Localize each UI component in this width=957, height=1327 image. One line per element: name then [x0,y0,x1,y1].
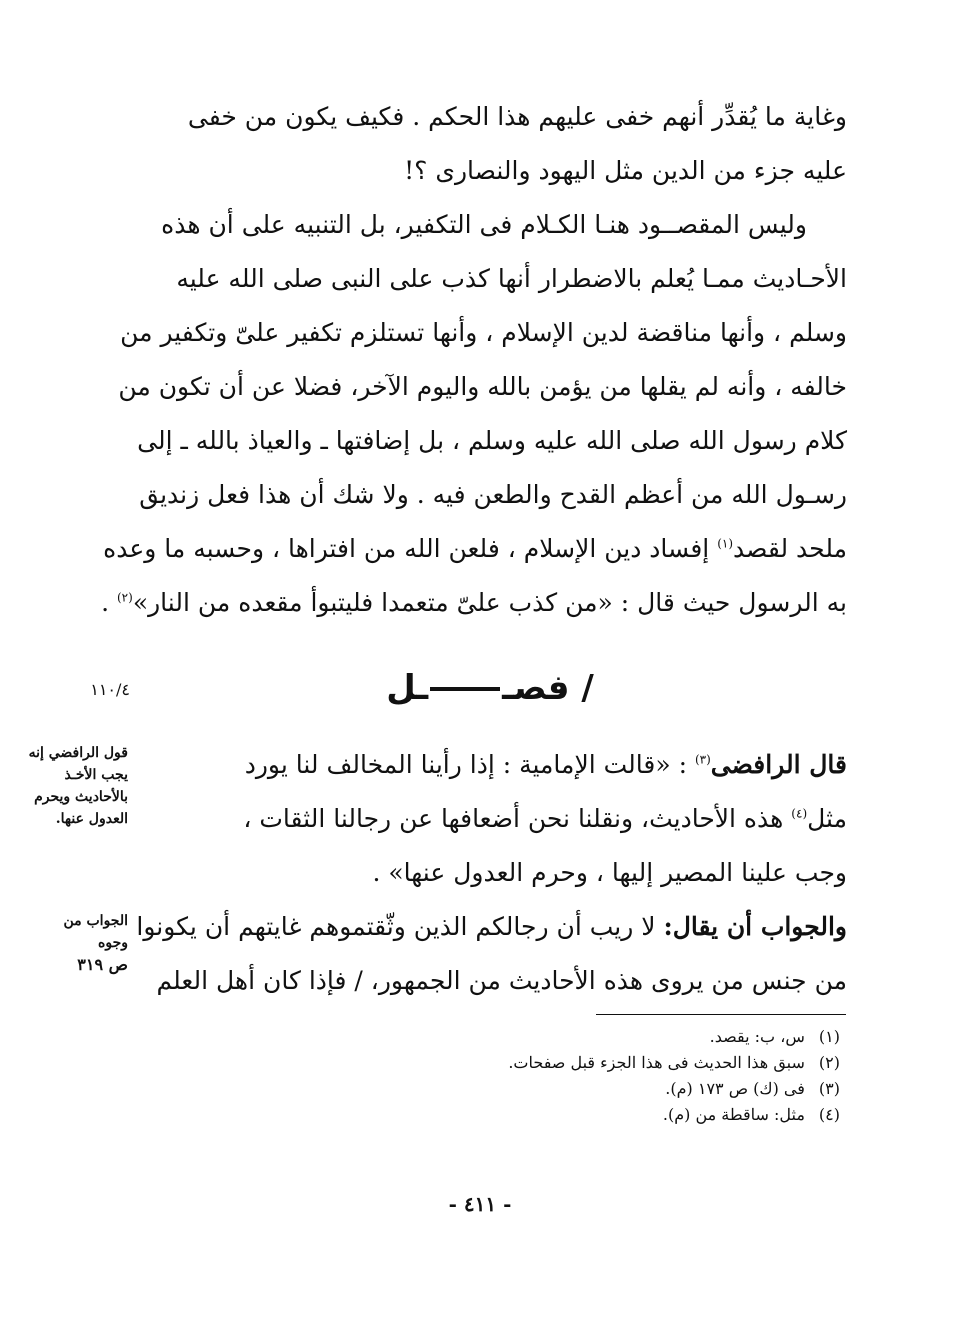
footnote [380,1102,840,1128]
body-line: خالفه ، وأنه لم يقلها من يؤمن بالله واليوم الآخر، فضلا عن أن تكون من [118,372,847,401]
footnote-number: (٤) [818,1105,840,1124]
body-text-bottom [135,738,847,1008]
body-line [135,900,847,954]
footnote-text: مثل: ساقطة من (م). [662,1105,805,1124]
body-line [135,738,847,792]
footnote-number: (٣) [818,1079,840,1098]
footnote [380,1076,840,1102]
heading-title-start: فصـ [502,668,570,708]
margin-note-claim [18,742,128,830]
footnote-ref[interactable]: (١) [717,536,734,551]
footnote [380,1050,840,1076]
footnote [380,1024,840,1050]
footnote-number: (١) [818,1027,840,1046]
margin-note-answer [18,910,128,976]
footnote-ref[interactable]: (٣) [694,752,711,767]
footnote-text: فى (ك) ص ١٧٣ (م). [665,1079,805,1098]
body-line-fragment: لا ريب أن رجالكم الذين وثّقتموهم غايتهم أن يكونوا [136,912,656,941]
body-line: عليه جزء من الدين مثل اليهود والنصارى ؟! [404,156,847,185]
margin-note-line: ص ٣١٩ [77,955,128,974]
body-line: وليس المقصــود هنـا الكـلام فى التكفير، بل التنبيه على أن هذه [161,210,807,239]
footnotes [380,1024,840,1128]
body-line-fragment: ملحد لقصد [733,534,847,563]
body-line: وغاية ما يُقدِّر أنهم خفى عليهم هذا الحكم . فكيف يكون من خفى [187,102,847,131]
body-line: من جنس من يروى هذه الأحاديث من الجمهور، / فإذا كان أهل العلم [156,966,847,995]
footnote-text: س، ب: يقصد. [709,1027,805,1046]
heading-kashida [430,687,500,691]
page-number: - ٤١١ - [448,1192,512,1216]
body-line-fragment: مثل [807,804,847,833]
body-line [103,522,847,576]
section-heading [380,668,600,728]
body-line [101,576,847,630]
margin-note-line: الجواب من [63,913,128,929]
footnote-text: سبق هذا الحديث فى هذا الجزء قبل صفحات. [508,1053,805,1072]
body-line: رسـول الله من أعظم القدح والطعن فيه . ولا شك أن هذا فعل زنديق [139,480,847,509]
body-text-top [101,90,847,630]
margin-note-line: بالأحاديث ويحرم [34,789,128,805]
margin-note-line: العدول عنها. [55,811,128,827]
margin-note-line: وجوه [98,935,128,951]
body-line: وجب علينا المصير إليها ، وحرم العدول عنها» . [372,858,847,887]
answer-label: والجواب أن يقال: [663,912,847,941]
body-line-fragment: : «قالت الإمامية : إذا رأينا المخالف لنا يورد [244,750,687,779]
body-line [135,792,847,846]
footnote-separator [596,1014,846,1015]
body-line-fragment: هذه الأحاديث، ونقلنا نحن أضعافها عن رجالنا الثقات ، [243,804,784,833]
heading-slash: / [581,668,594,708]
speaker-label: قال الرافضى [710,750,847,779]
margin-note-line: يجب الأخـذ [64,767,128,783]
margin-note-line: قول الرافضي إنه [28,745,128,761]
footnote-number: (٢) [818,1053,840,1072]
body-line: كلام رسول الله صلى الله عليه وسلم ، بل إضافتها ـ والعياذ بالله ـ إلى [137,426,847,455]
body-line-fragment: . [101,588,110,617]
body-line: وسلم ، وأنها مناقضة لدين الإسلام ، وأنها تستلزم تكفير علىّ وتكفير من [120,318,847,347]
body-line: الأحـاديث ممـا يُعلم بالاضطرار أنها كذب على النبى صلى الله عليه [176,264,847,293]
body-line-fragment: به الرسول حيث قال : «من كذب علىّ متعمدا فليتبوأ مقعده من النار» [132,588,847,617]
body-line-fragment: إفساد دين الإسلام ، فلعن الله من افتراها ، وحسبه ما وعده [103,534,710,563]
heading-title-end: ـل [386,668,429,708]
footnote-ref[interactable]: (٢) [116,590,133,605]
margin-page-reference: ١١٠/٤ [90,680,130,699]
footnote-ref[interactable]: (٤) [791,806,808,821]
